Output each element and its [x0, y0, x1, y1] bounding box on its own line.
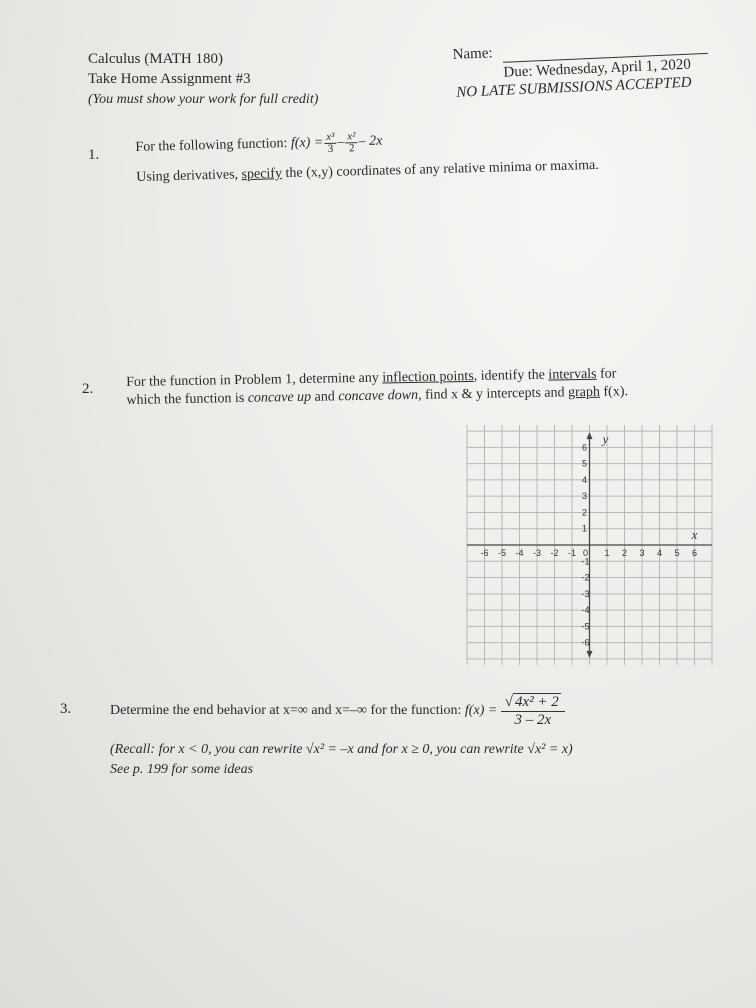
term1-denominator: 3 [327, 142, 334, 155]
recall-note: (Recall: for x < 0, you can rewrite √x² = –x and for x ≥ 0, you can rewrite √x² = x) [110, 742, 573, 757]
x-tick-label: -4 [515, 548, 524, 558]
y-tick-label: -2 [581, 572, 590, 583]
p2-and: and [314, 389, 335, 405]
x-tick-label: -2 [550, 548, 559, 558]
x-tick-label: 5 [674, 548, 680, 558]
term1-numerator: x³ [324, 131, 336, 143]
p2-text-c: for [599, 366, 617, 382]
specify-word: specify [241, 166, 283, 183]
x-tick-label: 6 [691, 548, 698, 558]
line2-start: Using derivatives, [136, 167, 239, 185]
x-tick-label: 0 [582, 548, 589, 558]
y-tick-label: -4 [581, 605, 590, 616]
graph-word: graph [567, 384, 601, 401]
assignment-title: Take Home Assignment #3 [88, 71, 251, 87]
x-tick-label: 3 [639, 548, 645, 558]
late-notice: NO LATE SUBMISSIONS ACCEPTED [455, 74, 692, 101]
problem3-fx: f(x) = [464, 703, 498, 718]
concave-up-word: concave up [247, 389, 312, 406]
coordinate-grid[interactable] [462, 425, 717, 665]
y-tick-label: 6 [581, 442, 588, 453]
y-tick-label: -1 [581, 556, 590, 567]
y-tick-label: 4 [581, 474, 588, 485]
p2-text-e: , find x & y intercepts and [417, 385, 565, 403]
name-label: Name: [452, 45, 493, 63]
problem1-statement: For the following function: f(x) = $\frac{\text{x³}}{3}$ – $\frac{\text{x²}}{2}$ – 2x [135, 129, 383, 155]
problem3-fraction [501, 694, 565, 729]
x-tick-label: 1 [604, 548, 610, 558]
concave-down-word: concave down [338, 387, 419, 405]
inflection-points-word: inflection points [382, 368, 474, 386]
y-tick-label: 1 [581, 523, 588, 534]
x-tick-label: 2 [621, 548, 628, 558]
x-tick-label: -5 [497, 548, 507, 558]
due-date: Due: Wednesday, April 1, 2020 [503, 56, 692, 81]
problem1-tail: – 2x [358, 133, 383, 150]
page-reference: See p. 199 for some ideas [110, 762, 254, 777]
p2-text-f: f(x). [603, 384, 629, 400]
y-tick-label: 5 [581, 458, 588, 469]
problem3-numerator: √ 4x² + 2 [501, 694, 565, 712]
term2-numerator: x² [345, 131, 357, 143]
work-note: (You must show your work for full credit) [88, 92, 319, 107]
term2-denominator: 2 [348, 141, 355, 154]
line2-end: the (x,y) coordinates of any relative minima or maxima. [285, 157, 599, 182]
problem3-denominator: 3 – 2x [514, 711, 552, 728]
intervals-word: intervals [548, 366, 597, 383]
p2-text-b: , identify the [473, 367, 545, 384]
problem2-number: 2. [82, 381, 94, 397]
problem1-fx: f(x) = [290, 135, 324, 151]
x-tick-label: 4 [656, 548, 663, 558]
problem1-term2 [345, 131, 358, 154]
y-axis-arrow-down [587, 651, 593, 658]
problem1-number: 1. [88, 147, 100, 163]
y-tick-label: -3 [581, 588, 590, 599]
y-tick-label: 2 [581, 507, 588, 518]
x-tick-label: -3 [532, 548, 542, 558]
problem3-number: 3. [60, 701, 72, 717]
y-axis-arrow-up [587, 432, 593, 439]
x-tick-label: -6 [480, 548, 489, 558]
header-right [452, 29, 714, 100]
y-tick-label: -5 [581, 621, 590, 632]
problem3-prefix: Determine the end behavior at x=∞ and x=–∞ for the function: [110, 703, 462, 718]
x-axis-label: x [691, 527, 698, 542]
problem1-prefix: For the following function: [135, 136, 288, 155]
course-title: Calculus (MATH 180) [88, 51, 223, 67]
x-tick-label: -1 [567, 548, 577, 558]
sqrt-radicand: 4x² + 2 [515, 693, 559, 710]
p2-text-a: For the function in Problem 1, determine any [126, 370, 379, 390]
y-axis-label: y [602, 431, 609, 447]
y-tick-label: 3 [581, 491, 588, 502]
p2-text-d: which the function is [126, 390, 245, 408]
problem3-statement [110, 690, 565, 732]
problem1-term1 [324, 131, 337, 154]
y-tick-label: -6 [581, 637, 590, 648]
